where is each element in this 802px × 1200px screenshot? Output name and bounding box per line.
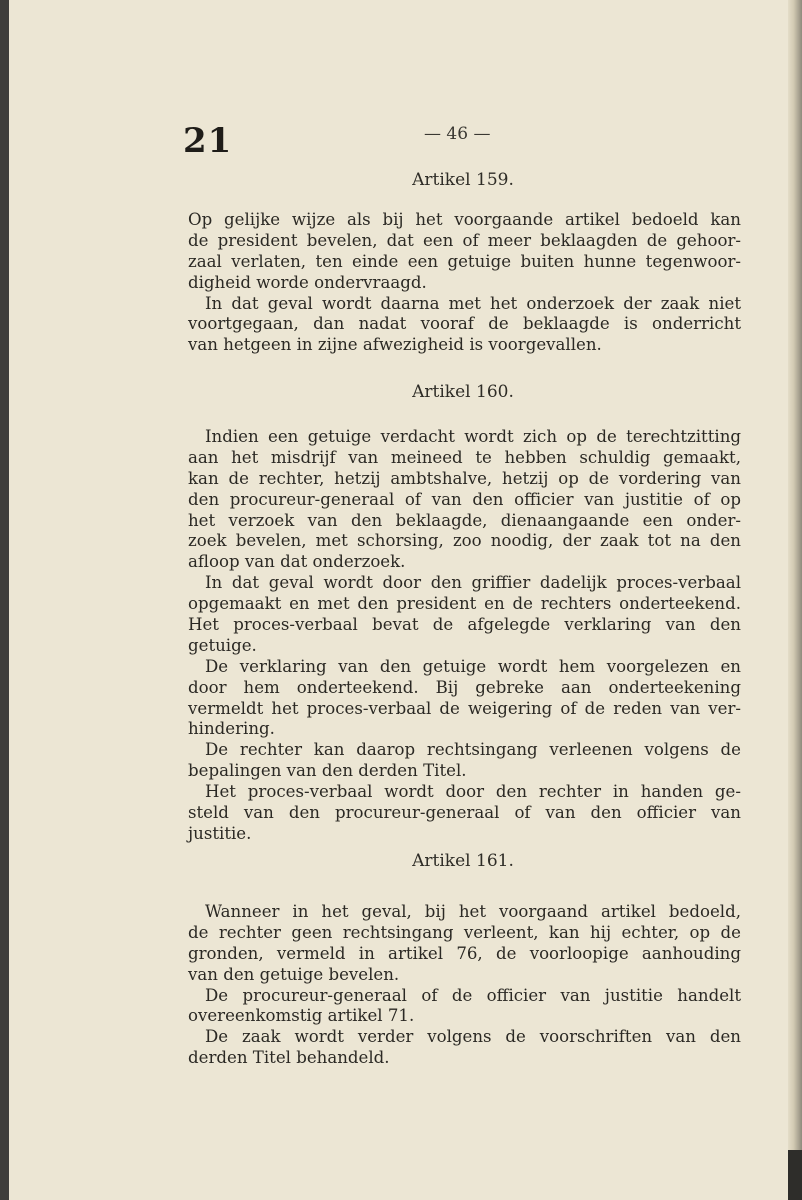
text-line: Op gelijke wijze als bij het voorgaande artikel bedoeld kan — [188, 210, 741, 229]
text-line: gronden, vermeld in artikel 76, de voorloopige aanhouding — [188, 943, 741, 963]
text-line: kan de rechter, hetzij ambtshalve, hetzij op de vordering van — [188, 468, 741, 488]
text-line: van hetgeen in zijne afwezigheid is voorgevallen. — [188, 335, 602, 355]
text-line: zoek bevelen, met schorsing, zoo noodig, der zaak tot na den — [188, 531, 741, 551]
text-line: aan het misdrijf van meineed te hebben schuldig gemaakt, — [188, 447, 741, 467]
text-line: het verzoek van den beklaagde, dienaangaande een onder- — [188, 510, 741, 530]
article-heading: Artikel 160. — [412, 382, 514, 402]
text-line: De verklaring van den getuige wordt hem voorgelezen en — [205, 656, 741, 676]
text-line: voortgegaan, dan nadat vooraf de beklaagde is onderricht — [188, 314, 741, 334]
page-number: — 46 — — [424, 124, 491, 144]
text-line: hindering. — [188, 719, 275, 739]
text-line: zaal verlaten, ten einde een getuige buiten hunne tegenwoor- — [188, 251, 741, 271]
article-heading: Artikel 159. — [412, 170, 514, 190]
scan-left-border — [0, 0, 9, 1200]
text-line: getuige. — [188, 635, 257, 655]
article-body — [188, 902, 741, 1069]
text-line: opgemaakt en met den president en de rechters onderteekend. — [188, 594, 741, 614]
text-line: digheid worde ondervraagd. — [188, 272, 427, 292]
text-line: de rechter geen rechtsingang verleent, kan hij echter, op de — [188, 922, 741, 942]
article-heading: Artikel 161. — [412, 851, 514, 871]
text-line: De zaak wordt verder volgens de voorschriften van den — [205, 1027, 741, 1047]
text-line: door hem onderteekend. Bij gebreke aan onderteekening — [188, 677, 741, 697]
text-line: In dat geval wordt daarna met het onderzoek der zaak niet — [205, 293, 741, 313]
article-body — [188, 210, 741, 356]
text-line: steld van den procureur-generaal of van den officier van — [188, 803, 741, 823]
text-line: vermeldt het proces-verbaal de weigering of de reden van ver- — [188, 698, 741, 718]
text-line: Wanneer in het geval, bij het voorgaand artikel bedoeld, — [205, 902, 741, 921]
text-line: De procureur-generaal of de officier van justitie handelt — [205, 985, 741, 1005]
text-line: de president bevelen, dat een of meer beklaagden de gehoor- — [188, 230, 741, 250]
text-line: Indien een getuige verdacht wordt zich op de terechtzitting — [205, 427, 741, 446]
text-line: De rechter kan daarop rechtsingang verleenen volgens de — [205, 740, 741, 760]
text-line: afloop van dat onderzoek. — [188, 552, 406, 572]
folio-number: 21 — [183, 121, 233, 161]
text-line: derden Titel behandeld. — [188, 1048, 390, 1068]
text-line: In dat geval wordt door den griffier dadelijk proces-verbaal — [205, 573, 741, 593]
text-line: Het proces-verbaal wordt door den rechter in handen ge- — [205, 782, 741, 802]
text-line: den procureur-generaal of van den officier van justitie of op — [188, 489, 741, 509]
article-body — [188, 427, 741, 845]
text-line: van den getuige bevelen. — [188, 964, 400, 984]
text-line: overeenkomstig artikel 71. — [188, 1006, 415, 1026]
text-line: justitie. — [188, 823, 252, 843]
page-edge-shadow — [788, 1150, 802, 1200]
page-edge — [788, 0, 802, 1200]
text-line: bepalingen van den derden Titel. — [188, 761, 467, 781]
text-line: Het proces-verbaal bevat de afgelegde verklaring van den — [188, 615, 741, 635]
